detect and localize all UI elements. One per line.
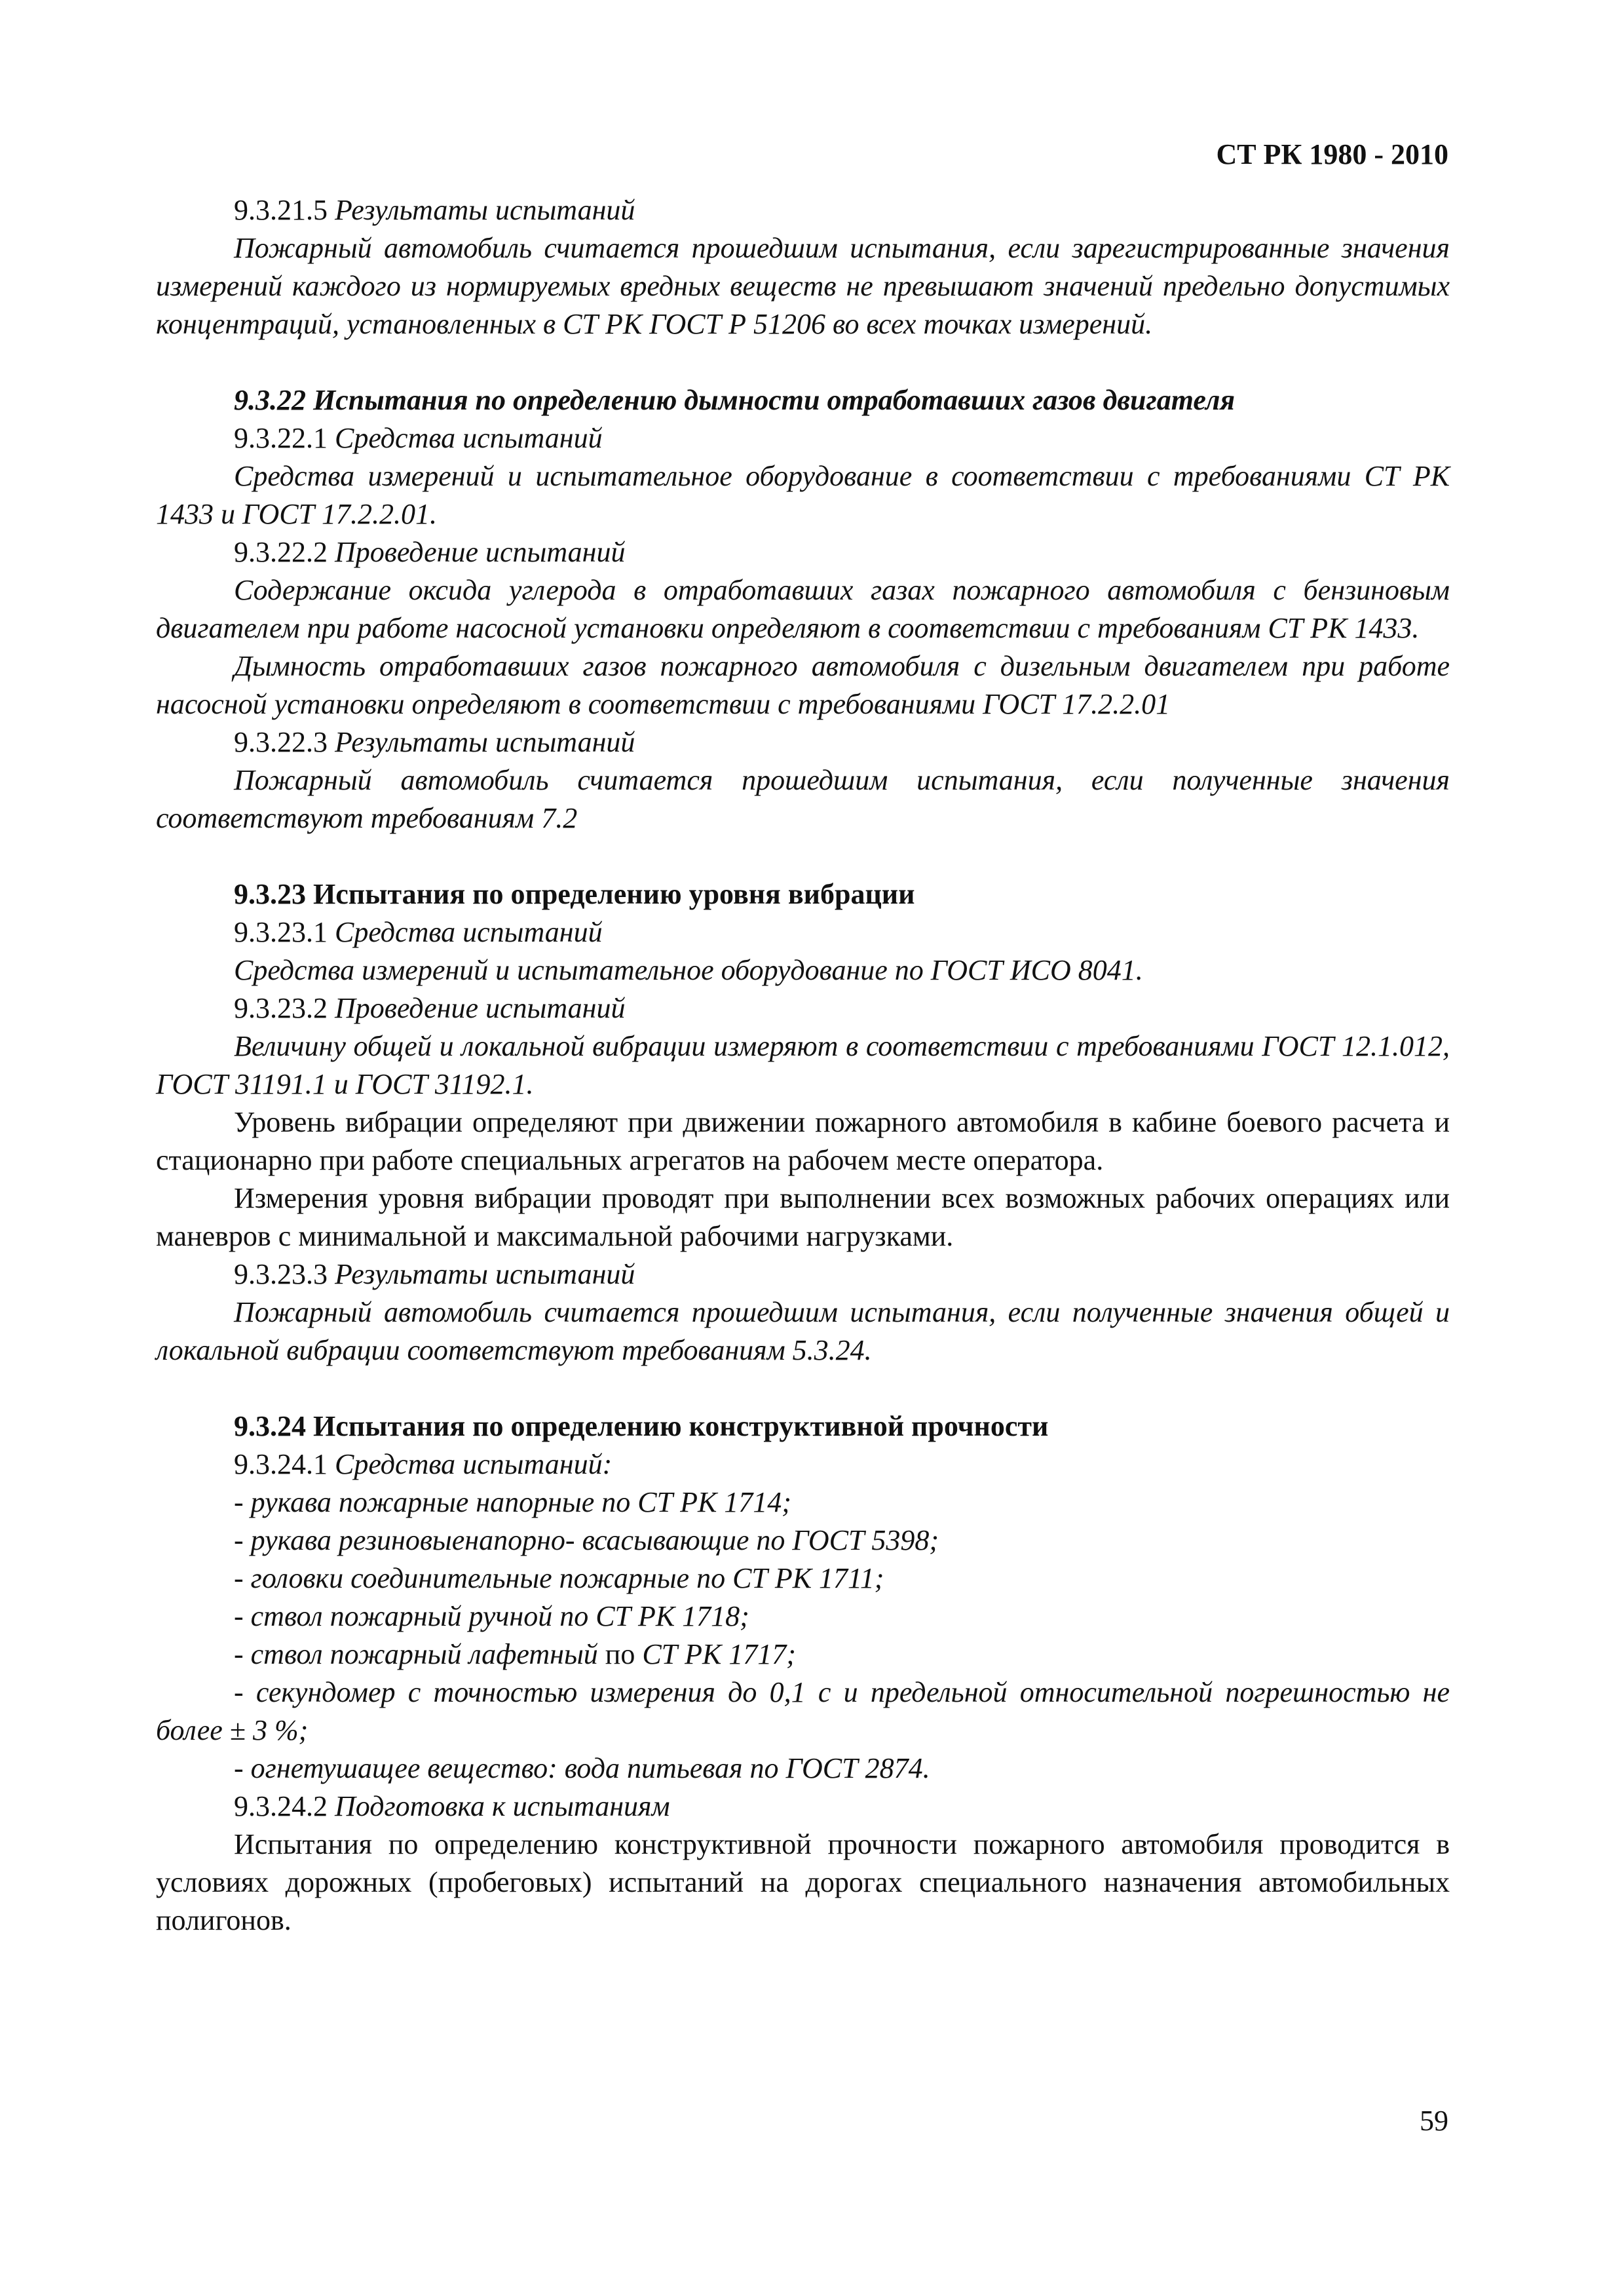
- list-item-text: СТ РК 1717;: [642, 1638, 796, 1670]
- subsection-title: Проведение испытаний: [335, 992, 626, 1024]
- subsection-number: 9.3.23.1: [234, 916, 328, 948]
- subsection-title: Проведение испытаний: [335, 536, 626, 568]
- subsection-9-3-22-1: [156, 419, 1450, 457]
- paragraph: Пожарный автомобиль считается прошедшим испытания, если полученные значения общей и локальной вибрации соответствуют требованиям 5.3.24.: [156, 1296, 1450, 1366]
- subsection-9-3-23-1: [156, 913, 1450, 951]
- list-item-text: - ствол пожарный лафетный: [234, 1638, 598, 1670]
- section-heading-9-3-23: 9.3.23 Испытания по определению уровня вибрации: [234, 878, 915, 910]
- subsection-9-3-24-2: [156, 1788, 1450, 1826]
- subsection-title: Результаты испытаний: [335, 726, 635, 758]
- subsection-9-3-21-5: [156, 191, 1450, 229]
- subsection-9-3-23-3: [156, 1255, 1450, 1293]
- subsection-title: Результаты испытаний: [335, 1258, 635, 1290]
- list-item: - огнетушащее вещество: вода питьевая по ГОСТ 2874.: [234, 1752, 930, 1784]
- document-body: [156, 191, 1450, 1940]
- section-heading-9-3-22: 9.3.22 Испытания по определению дымности отработавших газов двигателя: [234, 384, 1236, 416]
- document-code-header: СТ РК 1980 - 2010: [1216, 138, 1448, 170]
- paragraph: Пожарный автомобиль считается прошедшим испытания, если полученные значения соответствуют требованиям 7.2: [156, 764, 1450, 834]
- list-item-text: по: [605, 1638, 635, 1670]
- subsection-9-3-22-2: [156, 533, 1450, 571]
- subsection-number: 9.3.22.2: [234, 536, 328, 568]
- subsection-number: 9.3.22.3: [234, 726, 328, 758]
- subsection-9-3-22-3: [156, 723, 1450, 761]
- list-item: [156, 1636, 1450, 1674]
- subsection-title: Средства испытаний:: [335, 1448, 613, 1480]
- paragraph: Содержание оксида углерода в отработавших газах пожарного автомобиля с бензиновым двигателем при работе насосной установки определяют в соответствии с требованиям СТ РК 1433.: [156, 574, 1450, 644]
- list-item: - секундомер с точностью измерения до 0,1 с и предельной относительной погрешностью не более ± 3 %;: [156, 1676, 1450, 1746]
- subsection-title: Средства испытаний: [335, 422, 603, 454]
- subsection-9-3-24-1: [156, 1445, 1450, 1483]
- subsection-title: Средства испытаний: [335, 916, 603, 948]
- page-number: 59: [1420, 2105, 1448, 2137]
- subsection-9-3-23-2: [156, 989, 1450, 1027]
- section-heading-9-3-24: 9.3.24 Испытания по определению конструктивной прочности: [234, 1410, 1049, 1442]
- subsection-number: 9.3.23.3: [234, 1258, 328, 1290]
- paragraph: Пожарный автомобиль считается прошедшим испытания, если зарегистрированные значения измерений каждого из нормируемых вредных веществ не превышают значений предельно допустимых концентраций, установленных в СТ РК ГОСТ Р 51206 во всех точках измерений.: [156, 232, 1450, 340]
- subsection-number: 9.3.24.2: [234, 1790, 328, 1822]
- paragraph: Измерения уровня вибрации проводят при выполнении всех возможных рабочих операциях или маневров с минимальной и максимальной рабочими нагрузками.: [156, 1182, 1450, 1252]
- paragraph: Средства измерений и испытательное оборудование по ГОСТ ИСО 8041.: [234, 954, 1143, 986]
- paragraph: Уровень вибрации определяют при движении пожарного автомобиля в кабине боевого расчета и стационарно при работе специальных агрегатов на рабочем месте оператора.: [156, 1106, 1450, 1176]
- paragraph: Испытания по определению конструктивной прочности пожарного автомобиля проводится в условиях дорожных (пробеговых) испытаний на дорогах специального назначения автомобильных полигонов.: [156, 1828, 1450, 1936]
- subsection-number: 9.3.21.5: [234, 194, 328, 226]
- list-item: - ствол пожарный ручной по СТ РК 1718;: [234, 1600, 749, 1632]
- subsection-number: 9.3.23.2: [234, 992, 328, 1024]
- list-item: - головки соединительные пожарные по СТ РК 1711;: [234, 1562, 884, 1594]
- subsection-title: Подготовка к испытаниям: [335, 1790, 670, 1822]
- list-item: - рукава пожарные напорные по СТ РК 1714;: [234, 1486, 791, 1518]
- subsection-number: 9.3.24.1: [234, 1448, 328, 1480]
- paragraph: Величину общей и локальной вибрации измеряют в соответствии с требованиями ГОСТ 12.1.012, ГОСТ 31191.1 и ГОСТ 31192.1.: [156, 1030, 1450, 1100]
- subsection-number: 9.3.22.1: [234, 422, 328, 454]
- paragraph: Средства измерений и испытательное оборудование в соответствии с требованиями СТ РК 1433 и ГОСТ 17.2.2.01.: [156, 460, 1450, 530]
- list-item: - рукава резиновыенапорно- всасывающие по ГОСТ 5398;: [234, 1524, 939, 1556]
- subsection-title: Результаты испытаний: [335, 194, 635, 226]
- paragraph: Дымность отработавших газов пожарного автомобиля с дизельным двигателем при работе насосной установки определяют в соответствии с требованиями ГОСТ 17.2.2.01: [156, 650, 1450, 720]
